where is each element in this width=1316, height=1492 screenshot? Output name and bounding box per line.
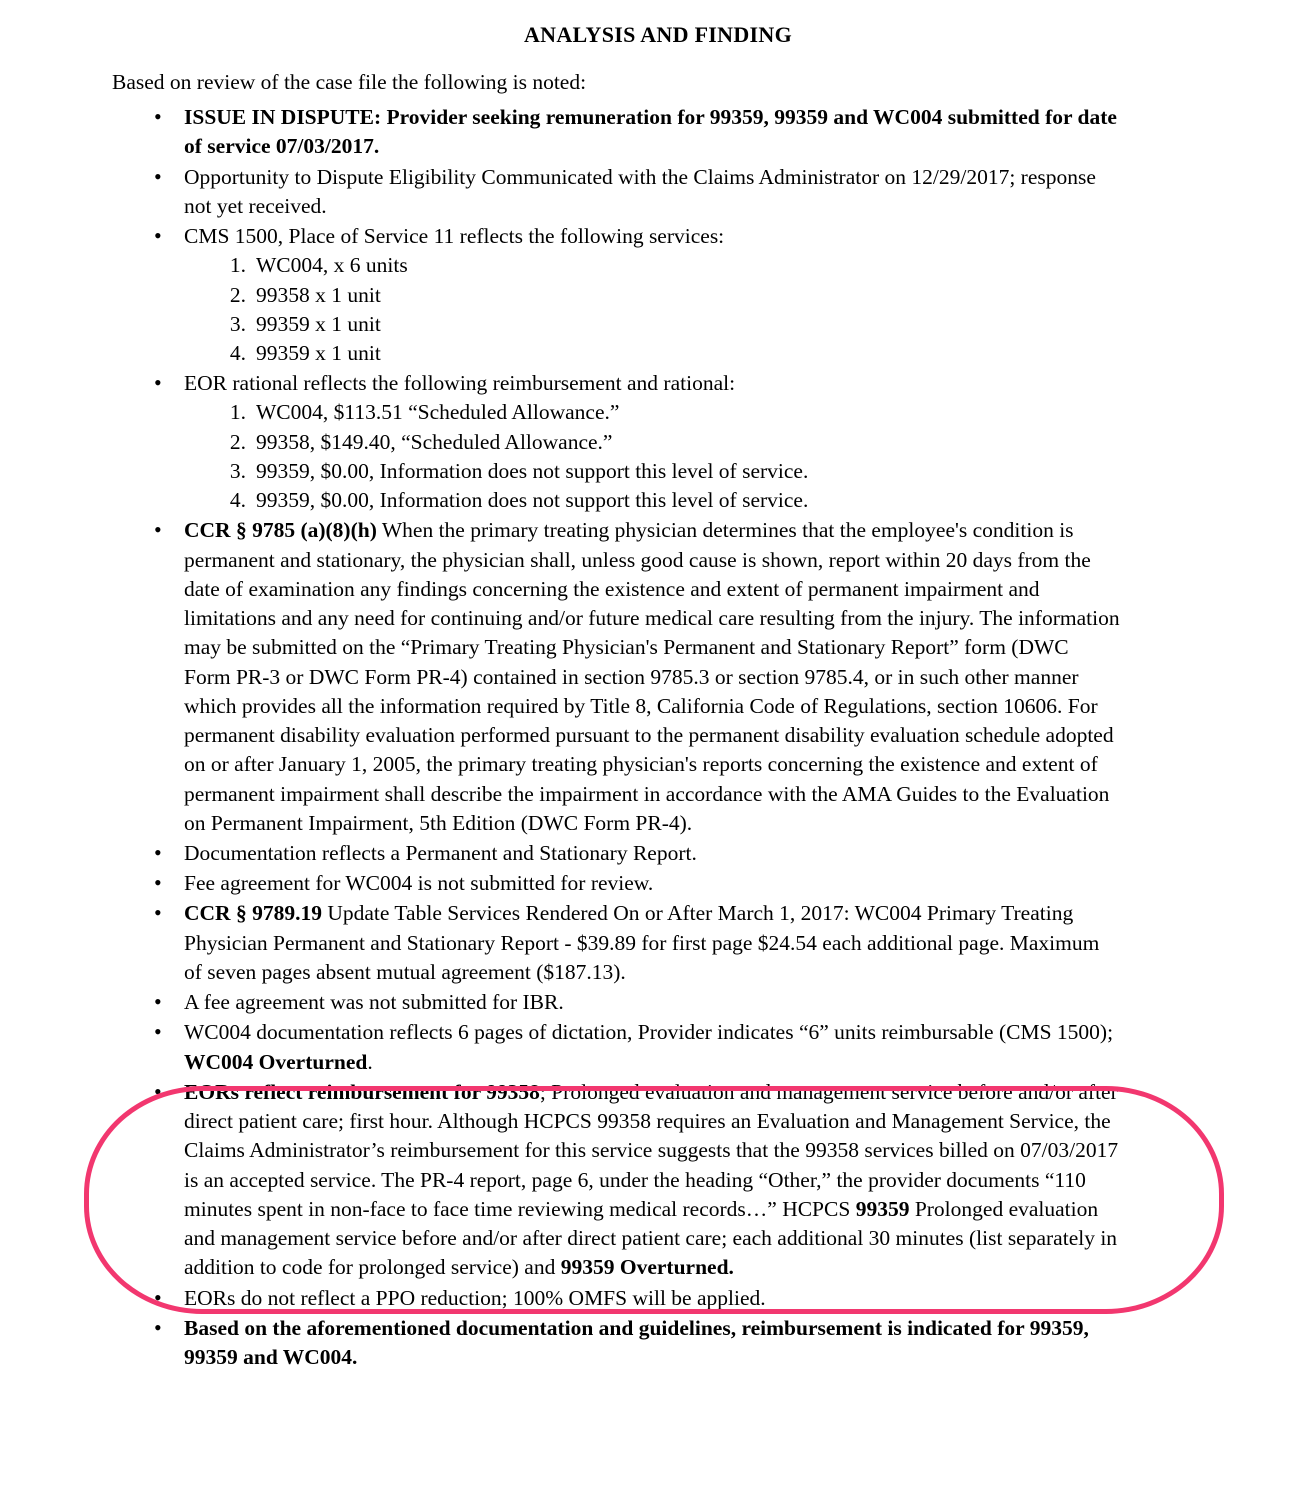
- finding-text-part: ; Prolonged evaluation and management service before and/or after direct patient care; first hour. Although HCPCS 99358 requires an Evaluation and Management Service, the Claims Administrator’s reimbursement for this service suggests that the 99358 services billed on 07/03/2017 is an accepted service. The PR-4 report, page 6, under the heading “Other,” the provider documents “110 minutes spent in non-face to face time reviewing medical records…” HCPCS: [184, 1079, 1119, 1221]
- finding-item-fee-agreement-wc004: [36, 869, 1280, 898]
- bullet-dot-icon: •: [154, 840, 162, 865]
- finding-sublist: [184, 251, 1120, 368]
- finding-text: [184, 103, 1120, 161]
- finding-text-part: 99359 Overturned.: [560, 1255, 734, 1280]
- finding-lead: CCR § 9785 (a)(8)(h): [184, 518, 377, 543]
- finding-item-fee-agreement-ibr: [36, 988, 1280, 1017]
- finding-subitem-number: 1.: [229, 253, 246, 278]
- finding-subitem-text: 99359, $0.00, Information does not support this level of service.: [256, 488, 809, 513]
- finding-text: [184, 1314, 1120, 1372]
- bullet-dot-icon: •: [154, 163, 162, 189]
- finding-text: [184, 163, 1120, 221]
- page-title: ANALYSIS AND FINDING: [523, 22, 793, 47]
- bullet-dot-icon: •: [154, 104, 162, 130]
- finding-lead: ISSUE IN DISPUTE: [184, 105, 374, 130]
- finding-subitem-text: 99359 x 1 unit: [256, 341, 381, 366]
- finding-body: CMS 1500, Place of Service 11 reflects the following services:: [184, 224, 725, 249]
- finding-text: [184, 369, 1120, 398]
- finding-subitem-number: 2.: [229, 429, 246, 454]
- finding-text-part: Prolonged evaluation and management service before and/or after direct patient care; each additional 30 minutes (list separately in addition to code for prolonged service) and: [184, 1196, 1118, 1280]
- finding-item-conclusion: [36, 1314, 1280, 1372]
- finding-subitem: [184, 281, 1120, 310]
- finding-item-issue-in-dispute: [36, 103, 1280, 161]
- finding-body: Opportunity to Dispute Eligibility Communicated with the Claims Administrator on 12/29/2017; response not yet received.: [184, 164, 1096, 218]
- bullet-dot-icon: •: [154, 870, 162, 896]
- finding-text: [184, 1078, 1120, 1283]
- finding-text: [184, 1018, 1120, 1076]
- finding-text-part: EORs reflect reimbursement for 99358: [184, 1079, 540, 1104]
- finding-body: Based on the aforementioned documentation and guidelines, reimbursement is indicated for 99359, 99359 and WC004.: [184, 1315, 1089, 1369]
- finding-subitem: [184, 457, 1120, 486]
- finding-subitem: [184, 428, 1120, 457]
- finding-subitem-number: 4.: [229, 488, 246, 513]
- finding-subitem: [184, 339, 1120, 368]
- finding-item-opportunity-to-dispute: [36, 163, 1280, 221]
- finding-body: A fee agreement was not submitted for IBR.: [184, 990, 564, 1015]
- finding-body: : Provider seeking remuneration for 99359, 99359 and WC004 submitted for date of service 07/03/2017.: [184, 105, 1117, 159]
- finding-sublist: [184, 398, 1120, 515]
- bullet-dot-icon: •: [154, 223, 162, 249]
- finding-subitem-number: 2.: [229, 282, 246, 307]
- intro-paragraph: Based on review of the case file the following is noted:: [112, 69, 587, 94]
- finding-subitem: [184, 310, 1120, 339]
- finding-text-part: WC004 Overturned: [184, 1049, 368, 1074]
- finding-item-cms-1500-services: [36, 222, 1280, 368]
- finding-subitem: [184, 398, 1120, 427]
- finding-item-documentation-reflects: [36, 839, 1280, 868]
- finding-subitem-number: 1.: [229, 400, 246, 425]
- finding-body: EOR rational reflects the following reimbursement and rational:: [184, 371, 736, 396]
- finding-body: When the primary treating physician determines that the employee's condition is permanent and stationary, the physician shall, unless good cause is shown, report within 20 days from the date of examination any findings concerning the existence and extent of permanent impairment and limitations and any need for continuing and/or future medical care resulting from the injury. The information may be submitted on the “Primary Treating Physician's Permanent and Stationary Report” form (DWC Form PR-3 or DWC Form PR-4) contained in section 9785.3 or section 9785.4, or in such other manner which provides all the information required by Title 8, California Code of Regulations, section 10606. For permanent disability evaluation performed pursuant to the permanent disability evaluation schedule adopted on or after January 1, 2005, the primary treating physician's reports concerning the existence and extent of permanent impairment shall describe the impairment in accordance with the AMA Guides to the Evaluation on Permanent Impairment, 5th Edition (DWC Form PR-4).: [184, 518, 1120, 835]
- bullet-dot-icon: •: [154, 1314, 162, 1340]
- finding-text-part: 99359: [855, 1196, 910, 1221]
- finding-text-part: .: [367, 1049, 373, 1074]
- findings-list: [36, 103, 1280, 1372]
- finding-text: [184, 988, 1120, 1017]
- bullet-dot-icon: •: [154, 1078, 162, 1104]
- finding-text-part: WC004 documentation reflects 6 pages of dictation, Provider indicates “6” units reimbursable (CMS 1500);: [184, 1020, 1114, 1045]
- finding-body: Documentation reflects a Permanent and Stationary Report.: [184, 841, 697, 865]
- finding-subitem: [184, 251, 1120, 280]
- bullet-dot-icon: •: [154, 1284, 162, 1310]
- finding-subitem-text: 99359, $0.00, Information does not support this level of service.: [256, 458, 809, 483]
- bullet-dot-icon: •: [154, 517, 162, 543]
- finding-subitem-number: 4.: [229, 341, 246, 366]
- finding-lead: CCR § 9789.19: [184, 901, 322, 926]
- finding-text: [184, 1284, 1120, 1313]
- finding-subitem-text: WC004, $113.51 “Scheduled Allowance.”: [256, 400, 620, 425]
- finding-item-eor-rational: [36, 369, 1280, 515]
- finding-subitem-text: 99358 x 1 unit: [256, 282, 381, 307]
- finding-item-ccr-9789-19: [36, 899, 1280, 987]
- bullet-dot-icon: •: [154, 370, 162, 396]
- finding-text: [184, 899, 1120, 987]
- finding-item-ccr-9785: [36, 516, 1280, 838]
- finding-subitem-text: WC004, x 6 units: [256, 253, 408, 278]
- finding-item-ppo-reduction: [36, 1284, 1280, 1313]
- finding-item-eors-99358: [36, 1078, 1280, 1283]
- finding-subitem-number: 3.: [229, 458, 246, 483]
- bullet-dot-icon: •: [154, 1019, 162, 1045]
- finding-item-wc004-documentation: [36, 1018, 1280, 1076]
- finding-text: [184, 222, 1120, 251]
- finding-body: Update Table Services Rendered On or After March 1, 2017: WC004 Primary Treating Physician Permanent and Stationary Report - $39.89 for first page $24.54 each additional page. Maximum of seven pages absent mutual agreement ($187.13).: [184, 901, 1100, 984]
- finding-body: Fee agreement for WC004 is not submitted for review.: [184, 871, 654, 896]
- finding-text: [184, 516, 1120, 838]
- finding-subitem-text: 99359 x 1 unit: [256, 311, 381, 336]
- finding-text: [184, 839, 1120, 868]
- finding-body: EORs do not reflect a PPO reduction; 100% OMFS will be applied.: [184, 1285, 766, 1310]
- finding-subitem-text: 99358, $149.40, “Scheduled Allowance.”: [256, 429, 613, 454]
- finding-subitem-number: 3.: [229, 311, 246, 336]
- bullet-dot-icon: •: [154, 900, 162, 926]
- bullet-dot-icon: •: [154, 989, 162, 1015]
- finding-text: [184, 869, 1120, 898]
- finding-subitem: [184, 486, 1120, 515]
